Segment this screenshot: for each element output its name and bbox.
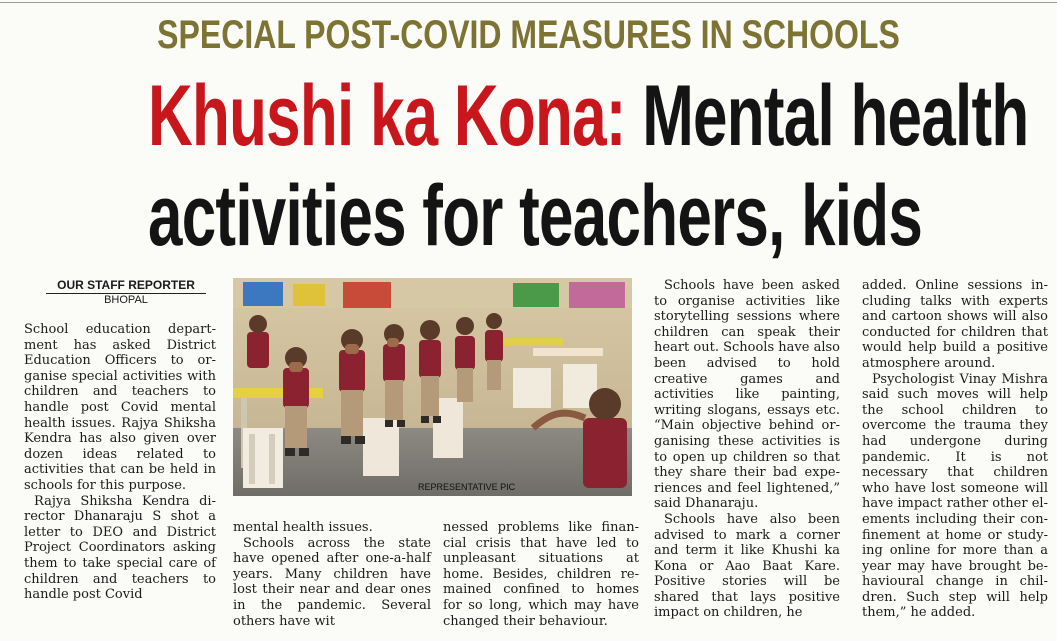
kicker-headline: SPECIAL POST-COVID MEASURES IN SCHOOLS: [157, 13, 900, 57]
paragraph: Psychologist Vinay Mishra said such moves will help the school children to overcome the trauma they had undergone during pandemic. It is not necessary that children who have lost someone will have impact rather other elements including their confinement at home or studying online for more than a year may have brought behavioural change in children. Such step will help them,” he added.: [862, 371, 1048, 621]
headline-red-part: Khushi ka Kona:: [147, 68, 626, 164]
headline-line-1: [147, 66, 1029, 166]
photo-caption: REPRESENTATIVE PIC: [418, 482, 516, 492]
classroom-photo-illustration: [233, 278, 632, 496]
article-column-5: [862, 278, 1048, 621]
paragraph: School education department has asked District Education Officers to organise special activities with children and teachers to handle post Covid mental health issues. Rajya Shiksha Kendra has also given over dozen ideas related to activities that can be held in schools for this purpose.: [24, 322, 216, 493]
article-column-3: [443, 520, 639, 629]
byline-location: BHOPAL: [104, 294, 148, 306]
paragraph: Rajya Shiksha Kendra director Dhanaraju S shot a letter to DEO and District Project Coordinators asking them to take special care of children and teachers to handle post Covid: [24, 493, 216, 603]
paragraph: Schools have also been advised to mark a corner and term it like Khushi ka Kona or Aao Baat Kare. Positive stories will be shared that lays positive impact on children, he: [654, 511, 840, 621]
article-column-2: [233, 520, 431, 629]
paragraph: nessed problems like financial crisis that have led to unpleasant situations at home. Besides, children remained confined to homes for so long, which may have changed their behaviour.: [443, 520, 639, 629]
paragraph: Schools across the state have opened after one-a-half years. Many children have lost their near and dear ones in the pandemic. Several others have wit: [233, 535, 431, 629]
top-rule: [0, 2, 1057, 3]
paragraph: added. Online sessions including talks with experts and cartoon shows will also conducted for children that would help build a positive atmosphere around.: [862, 278, 1048, 371]
paragraph: mental health issues.: [233, 520, 373, 535]
byline-reporter: OUR STAFF REPORTER: [46, 278, 206, 294]
headline-line-2: activities for teachers, kids: [147, 168, 923, 264]
article-column-1: [24, 322, 216, 603]
representative-photo: [233, 278, 632, 496]
paragraph: Schools have been asked to organise activities like storytelling sessions where children can speak their heart out. Schools have also been advised to hold creative games and activities like painting, writing slogans, essays etc. “Main objective behind organising these activities is to open up children so that they share their bad experiences and feel lightened,” said Dhanaraju.: [654, 278, 840, 512]
headline-black-part: Mental health: [625, 68, 1029, 164]
main-headline: [147, 66, 1029, 266]
article-column-4: [654, 278, 840, 621]
